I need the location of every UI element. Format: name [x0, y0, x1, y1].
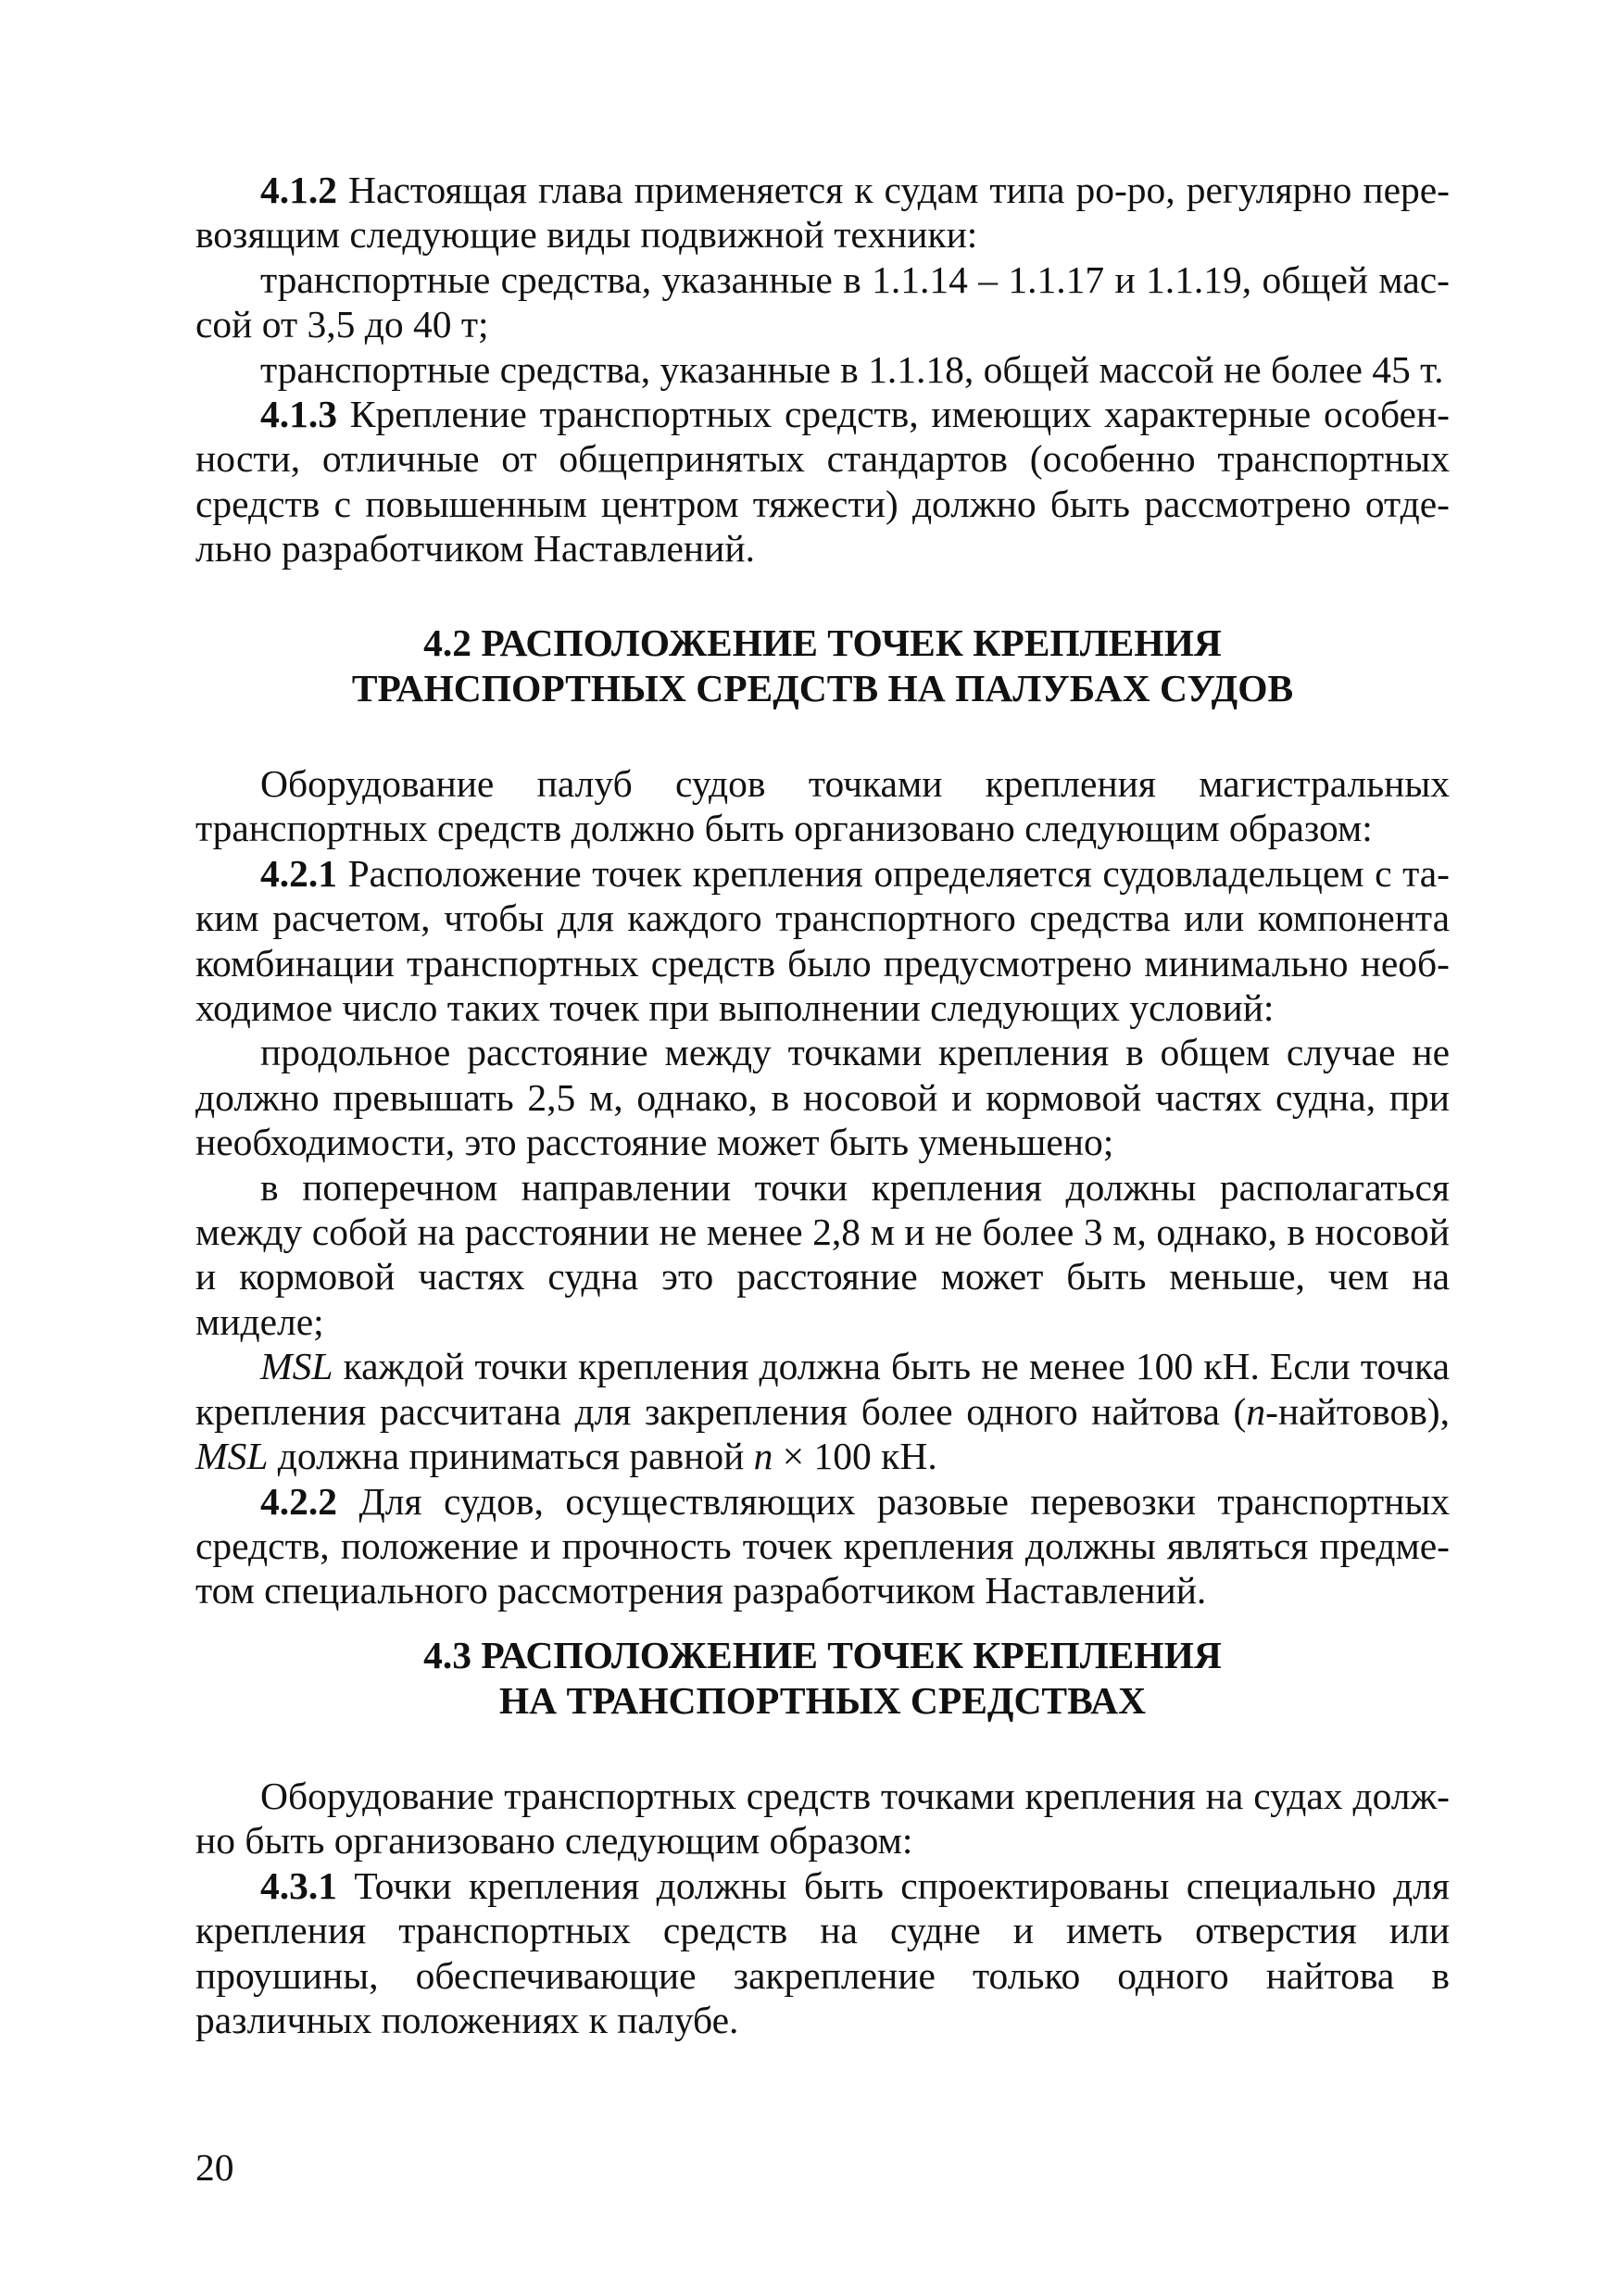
- paragraph-text: Расположение точек крепления определяется судовладельцем с таким расчетом, чтобы для каждого транспортного средства или компонента комбинации транспортных средств было предусмотрено минимально необходимое число таких точек при выполнении следующих условий:: [195, 851, 1450, 1030]
- paragraph-msl: [195, 1344, 1450, 1478]
- section-heading-4-3: [195, 1633, 1450, 1723]
- clause-number: 4.2.2: [260, 1479, 337, 1523]
- paragraph-text: Оборудование палуб судов точками крепления магистральных транспортных средств должно быть организовано следующим образом:: [195, 762, 1450, 850]
- section-heading-4-2: [195, 621, 1450, 710]
- paragraph-4-2-1: [195, 851, 1450, 1031]
- paragraph-text: Настоящая глава применяется к судам типа ро-ро, регулярно перевозящим следующие виды подвижной техники:: [195, 169, 1450, 257]
- paragraph-text: Точки крепления должны быть спроектированы специально для крепления транспортных средств на судне и иметь отверстия или проушины, обеспечивающие закрепление только одного найтова в различных положениях к палубе.: [195, 1863, 1450, 2042]
- paragraph-4-3-1: [195, 1863, 1450, 2043]
- variable-n: n: [753, 1435, 773, 1478]
- clause-number: 4.1.3: [260, 393, 337, 436]
- page-number: 20: [195, 2146, 234, 2189]
- paragraph-text: Оборудование транспортных средств точками крепления на судах должно быть организовано следующим образом:: [195, 1775, 1450, 1863]
- heading-line: 4.2 РАСПОЛОЖЕНИЕ ТОЧЕК КРЕПЛЕНИЯ: [423, 621, 1222, 664]
- section-4-1-text: [195, 168, 1450, 571]
- paragraph-list-item: [195, 257, 1450, 347]
- paragraph-text: -найтовов),: [1265, 1389, 1450, 1433]
- paragraph-text: × 100 кН.: [773, 1435, 937, 1478]
- paragraph-text: каждой точки крепления должна быть не менее 100 кН. Если точка крепления рассчитана для закрепления более одного найтова (: [195, 1345, 1450, 1433]
- clause-number: 4.3.1: [260, 1863, 337, 1907]
- heading-line: ТРАНСПОРТНЫХ СРЕДСТВ НА ПАЛУБАХ СУДОВ: [351, 666, 1294, 709]
- paragraph-text: транспортные средства, указанные в 1.1.18, общей массой не более 45 т.: [260, 347, 1444, 391]
- paragraph-text: Крепление транспортных средств, имеющих характерные особенности, отличные от общепринятых стандартов (особенно транспортных средств с повышенным центром тяжести) должно быть рассмотрено отдельно разработчиком Наставлений.: [195, 393, 1450, 571]
- paragraph-text: в поперечном направлении точки крепления должны располагаться между собой на расстоянии не менее 2,8 м и не более 3 м, однако, в носовой и кормовой частях судна это расстояние может быть меньше, чем на миделе;: [195, 1165, 1450, 1343]
- paragraph-text: транспортные средства, указанные в 1.1.14 – 1.1.17 и 1.1.19, общей массой от 3,5 до 40 т;: [195, 257, 1450, 346]
- variable-n: n: [1246, 1389, 1266, 1433]
- section-4-3-text: [195, 1774, 1450, 2042]
- paragraph-intro: [195, 761, 1450, 851]
- paragraph-condition: [195, 1165, 1450, 1345]
- heading-line: НА ТРАНСПОРТНЫХ СРЕДСТВАХ: [498, 1678, 1147, 1722]
- paragraph-condition: [195, 1030, 1450, 1164]
- paragraph-text: Для судов, осуществляющих разовые перевозки транспортных средств, положение и прочность точек крепления должны являться предметом специального рассмотрения разработчиком Наставлений.: [195, 1479, 1450, 1612]
- heading-line: 4.3 РАСПОЛОЖЕНИЕ ТОЧЕК КРЕПЛЕНИЯ: [423, 1634, 1222, 1676]
- msl-abbreviation: MSL: [195, 1435, 269, 1478]
- paragraph-text: продольное расстояние между точками крепления в общем случае не должно превышать 2,5 м, однако, в носовой и кормовой частях судна, при необходимости, это расстояние может быть уменьшено;: [195, 1031, 1450, 1164]
- clause-number: 4.1.2: [260, 169, 337, 211]
- section-4-2-text: [195, 761, 1450, 1613]
- paragraph-4-1-2: [195, 168, 1450, 257]
- paragraph-4-1-3: [195, 392, 1450, 571]
- msl-abbreviation: MSL: [260, 1345, 333, 1388]
- paragraph-list-item: [195, 347, 1450, 392]
- clause-number: 4.2.1: [260, 851, 337, 895]
- paragraph-text: должна приниматься равной: [268, 1435, 754, 1478]
- paragraph-intro: [195, 1774, 1450, 1863]
- paragraph-4-2-2: [195, 1479, 1450, 1613]
